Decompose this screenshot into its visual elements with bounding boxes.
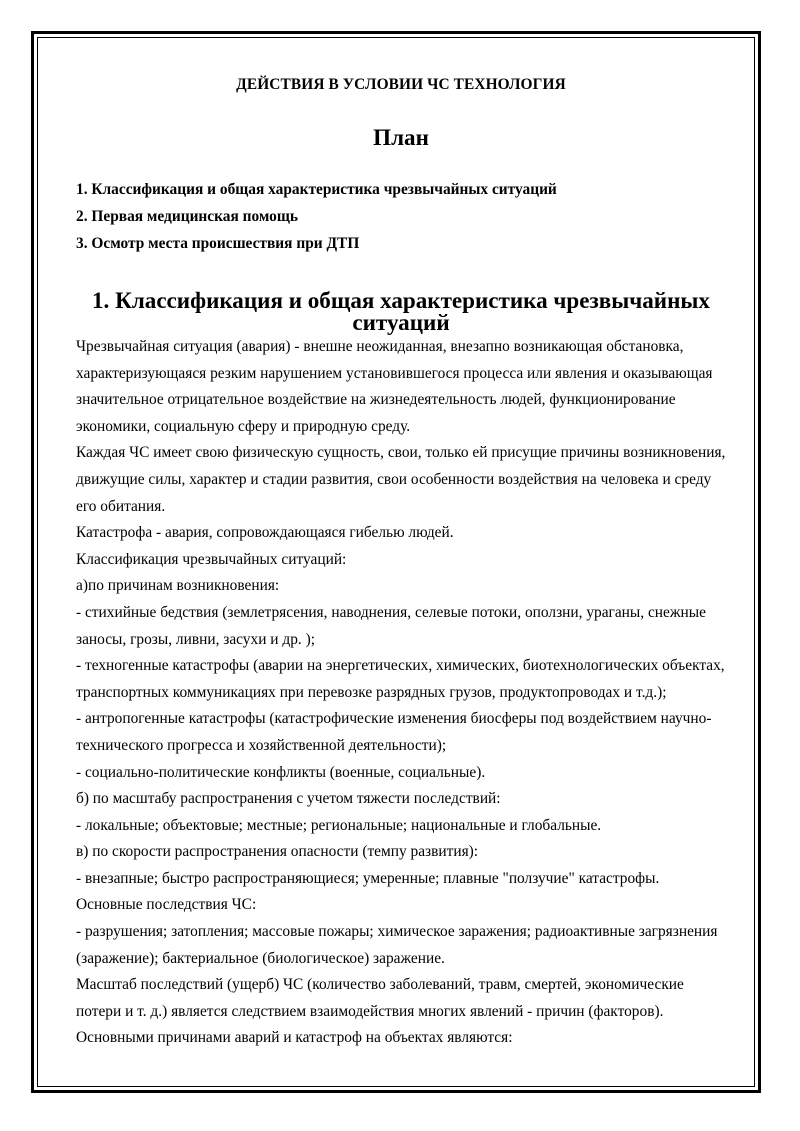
paragraph: Каждая ЧС имеет свою физическую сущность, свои, только ей присущие причины возникновения, движущие силы, характер и стадии развития, свои особенности воздействия на человека и среду его обитания. — [76, 444, 726, 515]
paragraph: Основные последствия ЧС: — [76, 896, 257, 914]
paragraph: - социально-политические конфликты (военные, социальные). — [76, 763, 486, 781]
plan-item: 3. Осмотр места происшествия при ДТП — [76, 235, 360, 252]
paragraph: Чрезвычайная ситуация (авария) - внешне неожиданная, внезапно возникающая обстановка, характеризующаяся резким нарушением установившегося процесса или явления и оказывающая значительное отрицательное воздействие на жизнедеятельность людей, функционирование экономики, социальную сферу и природную среду. — [76, 338, 713, 435]
paragraph: - антропогенные катастрофы (катастрофические изменения биосферы под воздействием научно-технического прогресса и хозяйственной деятельности); — [76, 710, 712, 754]
paragraph: а)по причинам возникновения: — [76, 577, 280, 595]
paragraph: - техногенные катастрофы (аварии на энергетических, химических, биотехнологических объектах, транспортных коммуникациях при перевозке разрядных грузов, продуктопроводах и т.д.); — [76, 657, 725, 701]
paragraph: - локальные; объектовые; местные; региональные; национальные и глобальные. — [76, 816, 602, 834]
plan-item: 1. Классификация и общая характеристика чрезвычайных ситуаций — [76, 181, 557, 198]
document-content — [76, 74, 726, 1052]
paragraph: в) по скорости распространения опасности (темпу развития): — [76, 843, 479, 861]
plan-heading: План — [373, 124, 429, 150]
section-heading: 1. Классификация и общая характеристика чрезвычайных ситуаций — [92, 287, 710, 335]
plan-item: 2. Первая медицинская помощь — [76, 208, 299, 225]
paragraph: Основными причинами аварий и катастроф на объектах являются: — [76, 1029, 513, 1047]
document-title: ДЕЙСТВИЯ В УСЛОВИИ ЧС ТЕХНОЛОГИЯ — [236, 76, 566, 93]
paragraph: Классификация чрезвычайных ситуаций: — [76, 550, 347, 568]
plan-list — [76, 176, 726, 257]
paragraph: Масштаб последствий (ущерб) ЧС (количество заболеваний, травм, смертей, экономические потери и т. д.) является следствием взаимодействия многих явлений - причин (факторов). — [76, 976, 684, 1020]
paragraph: - стихийные бедствия (землетрясения, наводнения, селевые потоки, оползни, ураганы, снежные заносы, грозы, ливни, засухи и др. ); — [76, 603, 706, 648]
section-body — [76, 334, 726, 1052]
paragraph: б) по масштабу распространения с учетом тяжести последствий: — [76, 790, 501, 808]
paragraph: - разрушения; затопления; массовые пожары; химическое заражения; радиоактивные загрязнения (заражение); бактериальное (биологическое) заражение. — [76, 923, 718, 967]
paragraph: Катастрофа - авария, сопровождающаяся гибелью людей. — [76, 524, 454, 542]
paragraph: - внезапные; быстро распространяющиеся; умеренные; плавные "ползучие" катастрофы. — [76, 869, 660, 887]
